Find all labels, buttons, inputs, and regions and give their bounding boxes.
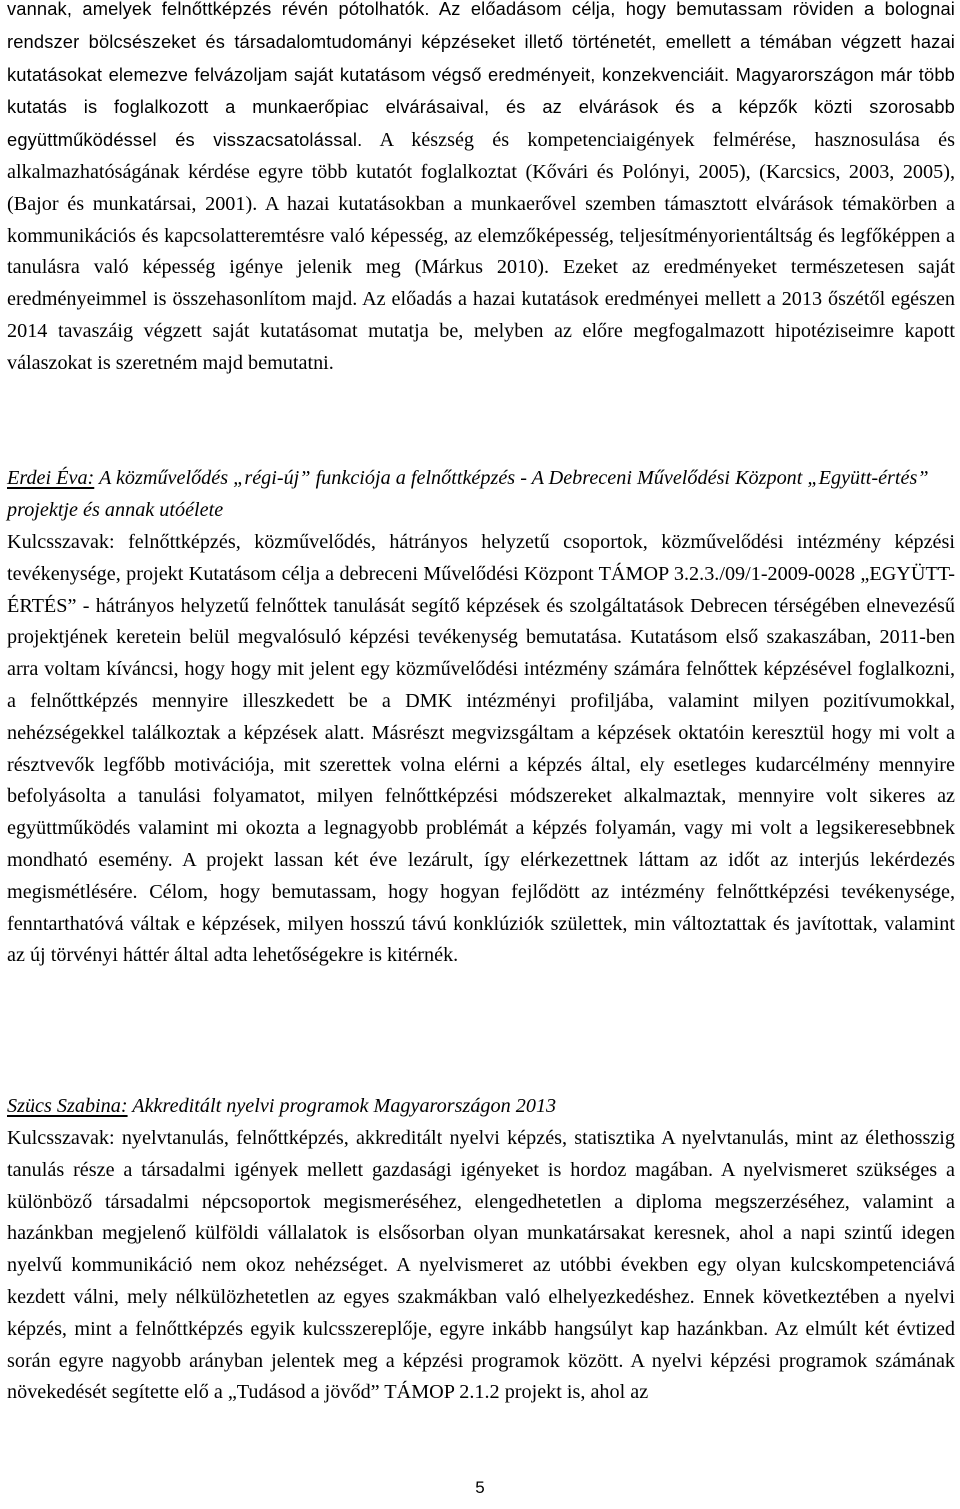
erdei-title-text: A közművelődés „régi-új” funkciója a felnőttképzés - A Debreceni Művelődési Központ „Együtt-értés” projektje és annak utóélete: [7, 467, 929, 521]
szucs-title-text: Akkreditált nyelvi programok Magyarországon 2013: [127, 1095, 557, 1117]
szucs-abstract-title: [7, 1091, 955, 1123]
intro-text-sans: vannak, amelyek felnőttképzés révén pótolhatók. Az előadásom célja, hogy bemutassam röviden a bolognai rendszer bölcsészeket és társadalomtudományi képzéseket illető történetét, emellett a témában végzett hazai kutatásokat elemezve felvázoljam saját kutatásom végső eredményeit, konzekvenciáit. Magyarországon már több kutatás is foglalkozott a munkaerőpiac elvárásaival, és az elvárások és a képzők közti szorosabb együttműködéssel és visszacsatolással.: [7, 0, 955, 151]
szucs-author: Szücs Szabina:: [7, 1095, 128, 1117]
erdei-author: Erdei Éva:: [7, 467, 95, 489]
erdei-abstract-body: Kulcsszavak: felnőttképzés, közművelődés, hátrányos helyzetű csoportok, közművelődési intézmény képzési tevékenysége, projekt Kutatásom célja a debreceni Művelődési Központ TÁMOP 3.2.3./09/1-2009-0028 „EGYÜTT-ÉRTÉS” - hátrányos helyzetű felnőttek tanulását segítő képzések és szolgáltatások Debrecen térségében elnevezésű projektjének keretein belül megvalósuló képzési tevékenység bemutatása. Kutatásom első szakaszában, 2011-ben arra voltam kíváncsi, hogy hogy mit jelent egy közművelődési intézmény számára felnőttek képzésével foglalkozni, a felnőttképzés mennyire illeszkedett be a DMK intézményi profiljába, valamint milyen pozitívumokkal, nehézségekkel találkoztak a képzések alatt. Másrészt megvizsgáltam a képzések oktatóin keresztül hogy mi volt a résztvevők legfőbb motivációja, mit szerettek volna elérni a képzés által, ely esetleges kudarcélmény mennyire befolyásolta a tanulási folyamatot, milyen felnőttképzési módszereket alkalmaztak, mennyire volt sikeres az együttműködés valamint mi okozta a legnagyobb problémát a képzés folyamán, vagy mi volt a legsikeresebbnek mondható esemény. A projekt lassan két éve lezárult, így elérkezettnek láttam az időt az interjús lekérdezés megismétlésére. Célom, hogy bemutassam, hogy hogyan fejlődött az intézmény felnőttképzési tevékenysége, fenntarthatóvá váltak e képzések, milyen hosszú távú konklúziók születtek, min változtattak és javítottak, valamint az új törvényi háttér által adta lehetőségekre is kitérnék.: [7, 531, 955, 967]
szucs-abstract-body: Kulcsszavak: nyelvtanulás, felnőttképzés, akkreditált nyelvi képzés, statisztika A nyelvtanulás, mint az élethosszig tanulás része a társadalmi igények mellett gazdasági igényeket is hordoz magában. A nyelvismeret szükséges a különböző társadalmi népcsoportok megismeréséhez, elengedhetetlen a diploma megszerzéséhez, valamint a hazánkban megjelenő külföldi vállalatok is elsősorban olyan munkatársakat keresnek, ahol a napi szintű idegen nyelvű kommunikáció nem okoz nehézséget. A nyelvismeret az utóbbi években egy olyan kulcskompetenciává kezdett válni, mely nélkülözhetetlen az egyes szakmákban való elhelyezkedéshez. Ennek következtében a nyelvi képzés, mint a felnőttképzés egyik kulcsszereplője, egyre inkább hangsúlyt kap hazánkban. Az elmúlt két évtized során egyre nagyobb arányban jelentek meg a képzési programok között. A nyelvi képzési programok számának növekedését segítette elő a „Tudásod a jövőd” TÁMOP 2.1.2 projekt is, ahol az: [7, 1127, 955, 1404]
intro-paragraph: [7, 0, 955, 380]
intro-text-serif: A készség és kompetenciaigények felmérése, hasznosulása és alkalmazhatóságának kérdése egyre több kutatót foglalkoztat (Kővári és Polónyi, 2005), (Karcsics, 2003, 2005), (Bajor és munkatársai, 2001). A hazai kutatásokban a munkaerővel szemben támasztott elvárások témakörben a kommunikációs és kapcsolatteremtésre való képesség, az elemzőképesség, teljesítményorientáltság és legfőképpen a tanulásra való képesség igénye jelenik meg (Márkus 2010). Ezeket az eredményeket természetesen saját eredményeimmel is összehasonlítom majd. Az előadás a hazai kutatások eredményei mellett a 2013 őszétől egészen 2014 tavaszáig végzett saját kutatásomat mutatja be, melyben az előre megfogalmazott hipotéziseimre kapott válaszokat is szeretném majd bemutatni.: [7, 129, 955, 374]
page-number: 5: [475, 1478, 485, 1497]
erdei-abstract-title: [7, 463, 955, 527]
